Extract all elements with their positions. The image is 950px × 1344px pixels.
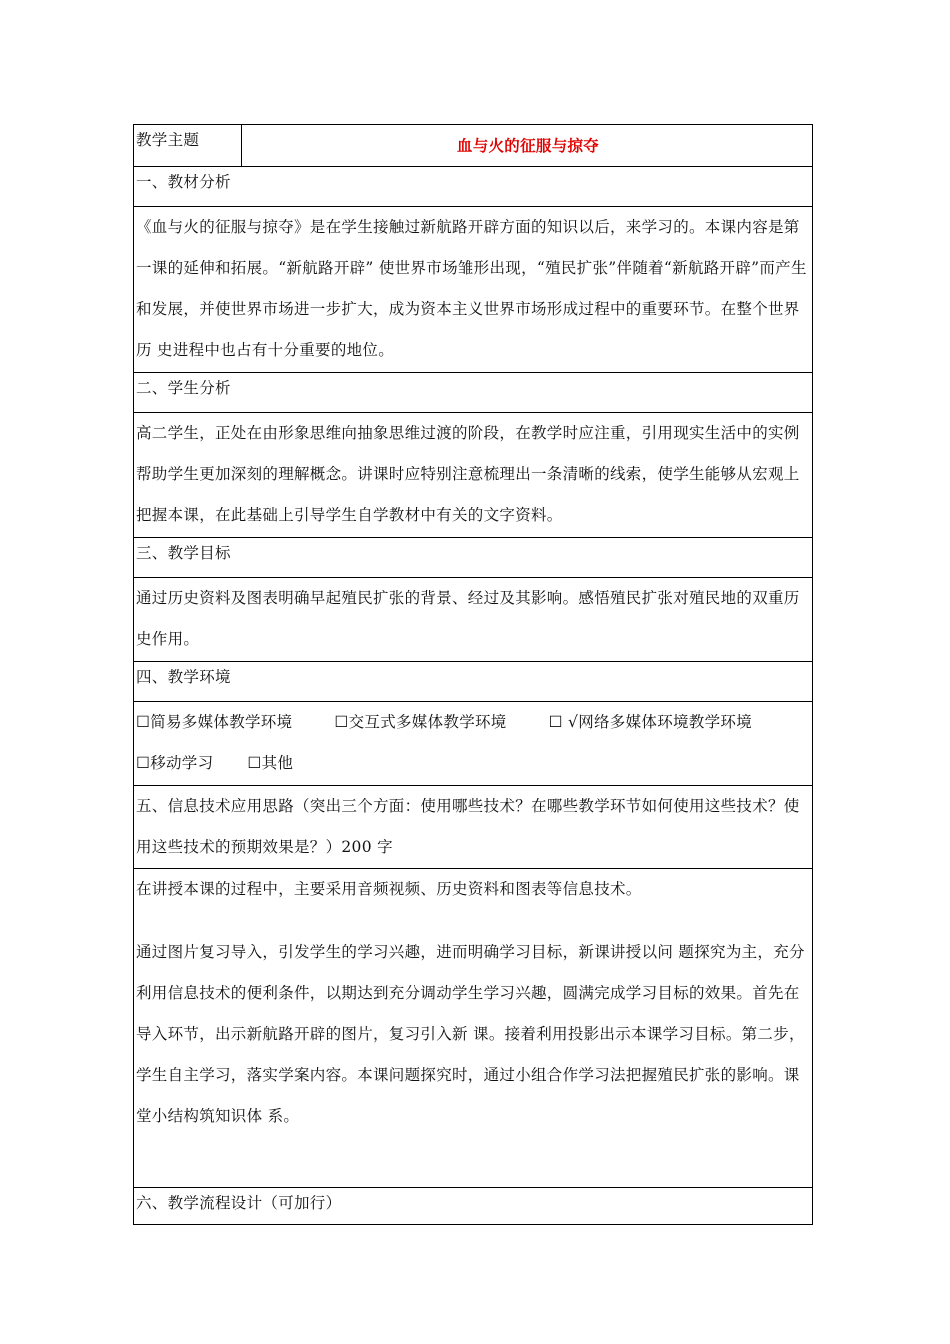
section-heading: 二、学生分析 — [134, 373, 813, 413]
section-heading: 四、教学环境 — [134, 662, 813, 702]
section-6-heading-row — [134, 1188, 813, 1225]
env-option-network: ☐ √网络多媒体环境教学环境 — [548, 713, 753, 731]
tech-application-body — [134, 869, 813, 1188]
section-heading: 一、教材分析 — [134, 167, 813, 207]
tech-paragraph-2: 通过图片复习导入，引发学生的学习兴趣，进而明确学习目标，新课讲授以问 题探究为主，充分利用信息技术的便利条件，以期达到充分调动学生学习兴趣，圆满完成学习目标的效果。首先在导入环节，出示新航路开辟的图片，复习引入新 课。接着利用投影出示本课学习目标。第二步，学生自主学习，落实学案内容。本课问题探究时，通过小组合作学习法把握殖民扩张的影响。课堂小结构筑知识体 系。 — [136, 943, 805, 1125]
section-2-body-row — [134, 413, 813, 538]
env-option-interactive: ☐交互式多媒体教学环境 — [334, 713, 507, 731]
section-1-heading-row — [134, 167, 813, 207]
student-analysis-text: 高二学生，正处在由形象思维向抽象思维过渡的阶段，在教学时应注重，引用现实生活中的实例帮助学生更加深刻的理解概念。讲课时应特别注意梳理出一条清晰的线索，使学生能够从宏观上把握本课，在此基础上引导学生自学教材中有关的文字资料。 — [134, 413, 813, 538]
topic-label: 教学主题 — [134, 125, 242, 167]
section-heading: 三、教学目标 — [134, 538, 813, 578]
textbook-analysis-text: 《血与火的征服与掠夺》是在学生接触过新航路开辟方面的知识以后，来学习的。本课内容是第一课的延伸和拓展。“新航路开辟” 使世界市场雏形出现，“殖民扩张”伴随着“新航路开辟”而产生和发展，并使世界市场进一步扩大，成为资本主义世界市场形成过程中的重要环节。在整个世界历 史进程中也占有十分重要的地位。 — [134, 207, 813, 373]
section-5-heading-row — [134, 786, 813, 869]
lesson-title: 血与火的征服与掠夺 — [242, 125, 813, 167]
env-option-mobile: ☐移动学习 — [136, 754, 214, 772]
section-3-body-row — [134, 578, 813, 662]
environment-options — [134, 702, 813, 786]
section-4-heading-row — [134, 662, 813, 702]
section-3-heading-row — [134, 538, 813, 578]
section-heading: 六、教学流程设计（可加行） — [134, 1188, 813, 1225]
section-5-body-row — [134, 869, 813, 1188]
env-option-simple: ☐简易多媒体教学环境 — [136, 713, 293, 731]
lesson-plan-table — [133, 124, 813, 1225]
section-1-body-row — [134, 207, 813, 373]
teaching-goals-text: 通过历史资料及图表明确早起殖民扩张的背景、经过及其影响。感悟殖民扩张对殖民地的双重历史作用。 — [134, 578, 813, 662]
section-2-heading-row — [134, 373, 813, 413]
section-heading: 五、信息技术应用思路（突出三个方面：使用哪些技术？在哪些教学环节如何使用这些技术？使用这些技术的预期效果是？）200 字 — [134, 786, 813, 869]
section-4-body-row — [134, 702, 813, 786]
tech-paragraph-1: 在讲授本课的过程中，主要采用音频视频、历史资料和图表等信息技术。 — [136, 880, 642, 898]
title-row — [134, 125, 813, 167]
env-option-other: ☐其他 — [247, 754, 294, 772]
